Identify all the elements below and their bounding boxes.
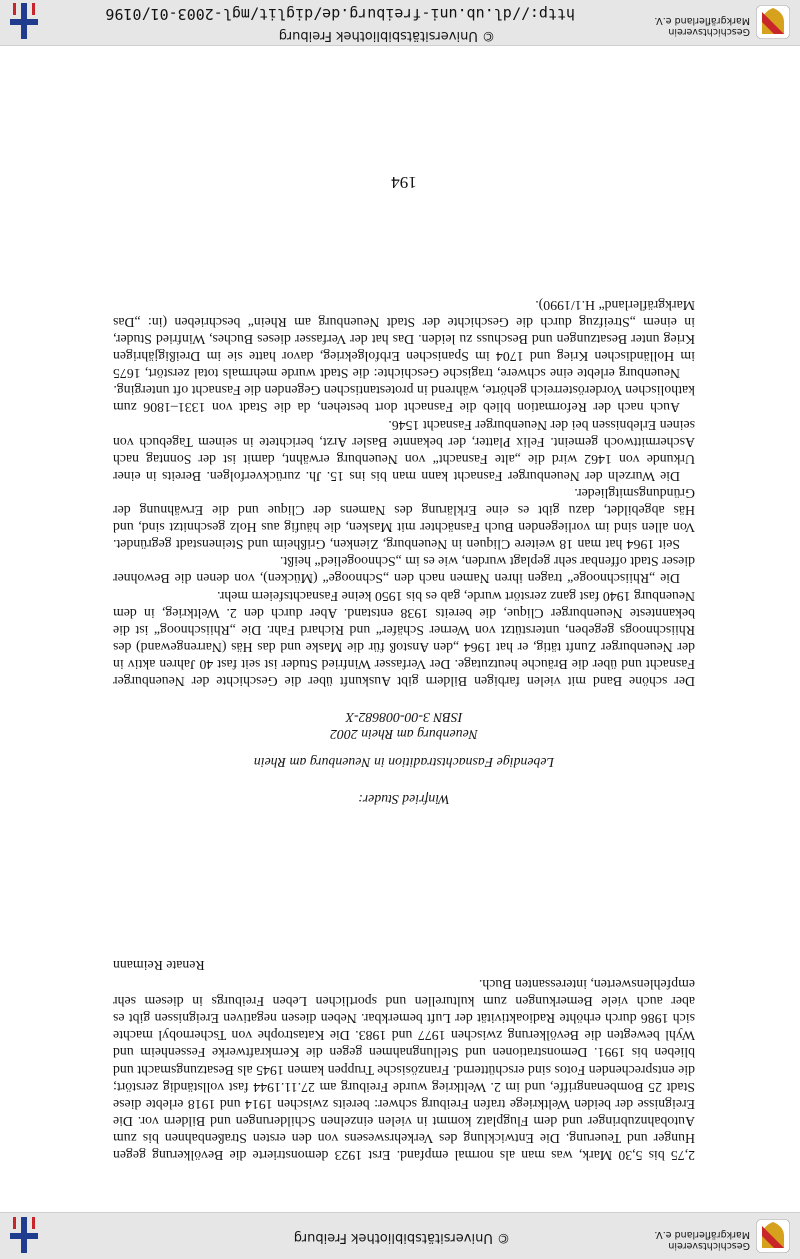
society-line-1: Geschichtsverein bbox=[668, 26, 750, 37]
book-header bbox=[113, 709, 695, 808]
society-name bbox=[654, 15, 750, 37]
header-bar bbox=[0, 0, 800, 46]
review-paragraph: 2,75 bis 5,30 Mark, was man als normal empfand. Erst 1923 demonstrierte die Bevölkerung gegen Hunger und Teuerung. Die Entwicklung des Verkehrswesens von den ersten Straßenbahnen bis zum Autobahnzubringer und dem Flugplatz kommt in vielen einzelnen Schilderungen und Bildern vor. Die Ereignisse der beiden Weltkriege trafen Freiburg schwer: bereits zwischen 1914 und 1918 erlebte diese Stadt 25 Bombenangriffe, und im 2. Weltkrieg wurde Freiburg am 27.11.1944 fast vollständig zerstört; die entsprechenden Fotos sind erschütternd. Französische Truppen kamen 1945 als Besatzungsmacht und blieben bis 1991. Demonstrationen und Stellungnahmen gegen die Kernkraftwerke Fessenheim und Wyhl bewegten die Bevölkerung zwischen 1977 und 1983. Die Katastrophe von Tschernobyl machte sich 1986 durch erhöhte Radioaktivität der Luft bemerkbar. Neben diesen negativen Ereignissen gibt es aber auch viele Bemerkungen zum kulturellen und sportlichen Leben Freiburgs in diesem sehr empfehlenswerten, interessanten Buch. bbox=[113, 977, 695, 1163]
society-name bbox=[654, 1229, 750, 1251]
coat-of-arms-icon bbox=[756, 5, 790, 39]
review-paragraph: Die „Rhiischnooge“ tragen ihren Namen nach den „Schnooge“ (Mücken), von denen die Bewohner dieser Stadt offenbar sehr geplagt wurden, wie es im „Schnoogelied“ heißt. bbox=[113, 554, 695, 587]
review-freiburg-end bbox=[113, 957, 695, 1164]
society-line-1: Geschichtsverein bbox=[668, 1240, 750, 1251]
permalink-url[interactable]: http://dl.ub.uni-freiburg.de/diglit/mgl-2003-01/0196 bbox=[105, 5, 575, 23]
page-number: 194 bbox=[391, 173, 417, 192]
society-line-2: Markgräflerland e.V. bbox=[654, 15, 750, 26]
coat-of-arms-icon bbox=[756, 1219, 790, 1253]
review-paragraph: Seit 1964 hat man 18 weitere Cliquen in Neuenburg, Zienken, Grißheim und Steinenstadt gegründet. Von allen sind im vorliegenden Buch Fasnächter mit Masken, die häufig aus Holz geschnitzt sind, und Häs abgebildet, dazu gibt es eine Erklärung des Namens der Clique und die Erwähnung der Gründungsmitglieder. bbox=[113, 485, 695, 553]
review-paragraph: Der schöne Band mit vielen farbigen Bildern gibt Auskunft über die Geschichte der Neuenburger Fasnacht und über die Bräuche heutzutage. Der Verfasser Winfried Studer ist seit fast 40 Jahren aktiv in der Neuenburger Zunft tätig, er hat 1964 „den Anstoß für die Maske und das Häs (Narrengewand) des Rhiischnoogs gegeben, unterstützt von Werner Schäfer“ und Richard Fahr. Die „Rhiischnoog“ ist die bekannteste Neuenburger Clique, die bereits 1938 entstand. Aber durch den 2. Weltkrieg, in dem Neuenburg 1940 fast ganz zerstört wurde, gab es bis 1950 keine Fasnachtsfeiern mehr. bbox=[113, 588, 695, 689]
ub-logo-icon bbox=[10, 1217, 38, 1253]
review-paragraph: Auch nach der Reformation blieb die Fasnacht dort bestehen, da die Stadt von 1331–1806 zum katholischen Vorderösterreich gehörte, während in protestantischen Gegenden die Fasnacht oft unterging. bbox=[113, 383, 695, 416]
copyright-text: © Universitätsbibliothek Freiburg bbox=[293, 1230, 510, 1245]
reviewer-signature: Renate Reimann bbox=[113, 957, 205, 973]
copyright-text: © Universitätsbibliothek Freiburg bbox=[278, 28, 495, 43]
ub-logo-icon bbox=[10, 3, 38, 39]
footer-bar-top bbox=[0, 1212, 800, 1259]
book-publisher: Neuenburg am Rhein 2002 bbox=[330, 726, 478, 742]
society-line-2: Markgräflerland e.V. bbox=[654, 1229, 750, 1240]
book-isbn: ISBN 3-00-008682-X bbox=[345, 709, 463, 725]
review-paragraph: Neuenburg erlebte eine schwere, tragische Geschichte: die Stadt wurde mehrmals total zerstört, 1675 im Holländischen Krieg und 1704 im Spanischen Erbfolgekrieg, davor hatte sie im Dreißigjährigen Krieg unter Besatzungen und Beschuss zu leiden. Das hat der Verfasser dieses Buches, Winfried Studer, in einem „Streifzug durch die Geschichte der Stadt Neuenburg am Rhein“ beschrieben (in: „Das Markgräflerland“ H.1/1990). bbox=[113, 297, 695, 382]
book-title: Lebendige Fasnachtstradition in Neuenburg am Rhein bbox=[253, 754, 555, 770]
review-neuenburg bbox=[113, 297, 695, 690]
review-paragraph: Die Wurzeln der Neuenburger Fasnacht kann man bis ins 15. Jh. zurückverfolgen. Bereits in einer Urkunde von 1462 wird die „alte Fasnacht“ von Neuenburg erwähnt, damit ist der Sonntag nach Aschermittwoch gemeint. Felix Platter, der bekannte Basler Arzt, berichtete in seinem Tagebuch von seinen Erlebnissen bei der Neuenburger Fasnacht 1546. bbox=[113, 417, 695, 484]
book-author: Winfried Studer: bbox=[358, 792, 450, 807]
